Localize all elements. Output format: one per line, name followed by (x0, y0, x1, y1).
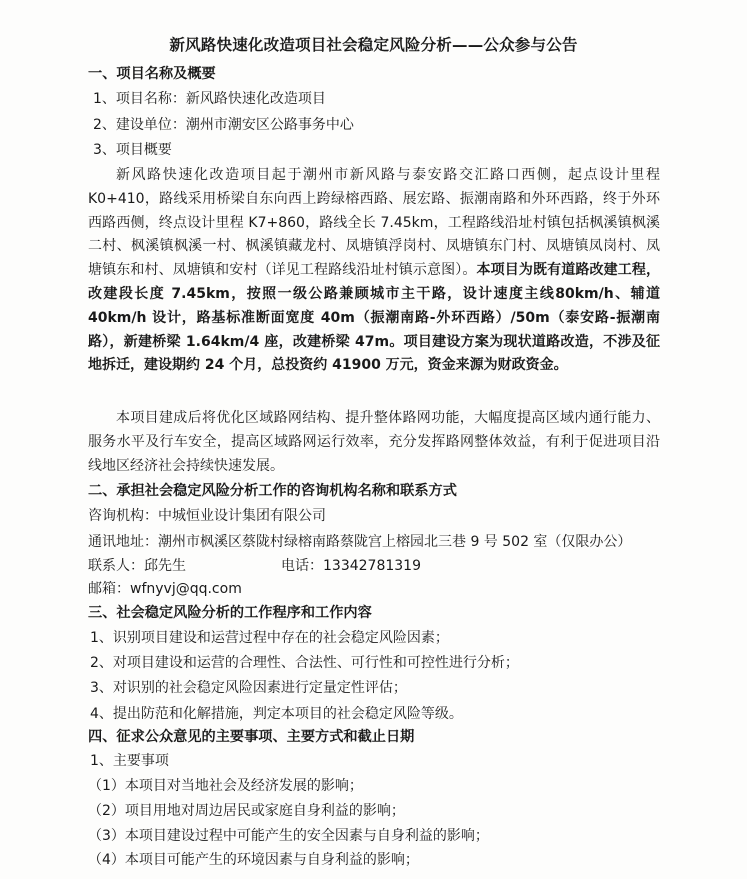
project-benefits-paragraph: 本项目建成后将优化区域路网结构、提升整体路网功能，大幅度提高区域内通行能力、服务水平及行车安全，提高区域路网运行效率，充分发挥路网整体效益，有利于促进项目沿线地区经济社会持续快速发展。 (88, 410, 660, 474)
builder-unit-line: 2、建设单位：潮州市潮安区公路事务中心 (93, 117, 354, 133)
matter-item: （4）本项目可能产生的环境因素与自身利益的影响； (88, 852, 419, 868)
main-matters-label: 1、主要事项 (90, 753, 169, 769)
project-overview-label: 3、项目概要 (93, 142, 172, 158)
procedure-item: 3、对识别的社会稳定风险因素进行定量定性评估； (90, 680, 407, 696)
section3-heading: 三、社会稳定风险分析的工作程序和工作内容 (88, 605, 372, 621)
project-overview-paragraph (88, 164, 660, 378)
address-line: 通讯地址：潮州市枫溪区蔡陇村绿榕南路蔡陇宫上榕园北三巷 9 号 502 室（仅限办公） (88, 534, 632, 550)
page-title: 新风路快速化改造项目社会稳定风险分析——公众参与公告 (169, 36, 578, 54)
consulting-org-line: 咨询机构：中城恒业设计集团有限公司 (88, 508, 326, 524)
matter-item: （3）本项目建设过程中可能产生的安全因素与自身利益的影响； (88, 828, 489, 844)
section2-heading: 二、承担社会稳定风险分析工作的咨询机构名称和联系方式 (88, 483, 457, 499)
procedure-item: 2、对项目建设和运营的合理性、合法性、可行性和可控性进行分析； (90, 655, 519, 671)
section1-heading: 一、项目名称及概要 (88, 66, 216, 82)
overview-bold-text: 本项目为既有道路改建工程，改建段长度 7.45km，按照一级公路兼顾城市主干路，设计速度主线80km/h、辅道 40km/h 设计，路基标准断面宽度 40m（振潮南路-外环西路）/50m（泰安路-振潮南路），新建桥梁 1.64km/4 座，改建桥梁 47m。项目建设方案为现状道路改造，不涉及征地拆迁，建设期约 24 个月，总投资约 41900 万元，资金来源为财政资金。 (88, 262, 660, 374)
overview-text: 新风路快速化改造项目起于潮州市新风路与泰安路交汇路口西侧，起点设计里程K0+410，路线采用桥梁自东向西上跨绿榕西路、展宏路、振潮南路和外环西路，终于外环西路西侧，终点设计里程 K7+860，路线全长 7.45km，工程路线沿址村镇包括枫溪镇枫溪二村、枫溪镇枫溪一村、枫溪镇藏龙村、凤塘镇浮岗村、凤塘镇东门村、凤塘镇凤岗村、凤塘镇东和村、凤塘镇和安村（详见工程路线沿址村镇示意图）。 (88, 167, 660, 279)
project-name-line: 1、项目名称：新风路快速化改造项目 (93, 91, 326, 107)
contact-person: 联系人：邱先生 (88, 558, 186, 574)
email-line: 邮箱：wfnyvj@qq.com (88, 581, 242, 597)
contact-phone: 电话：13342781319 (281, 558, 421, 574)
procedure-item: 1、识别项目建设和运营过程中存在的社会稳定风险因素； (90, 630, 449, 646)
matter-item: （2）项目用地对周边居民或家庭自身利益的影响； (88, 803, 405, 819)
matter-item: （1）本项目对当地社会及经济发展的影响； (88, 778, 363, 794)
contact-line (88, 556, 421, 576)
section4-heading: 四、征求公众意见的主要事项、主要方式和截止日期 (88, 729, 415, 745)
procedure-item: 4、提出防范和化解措施，判定本项目的社会稳定风险等级。 (90, 706, 463, 722)
